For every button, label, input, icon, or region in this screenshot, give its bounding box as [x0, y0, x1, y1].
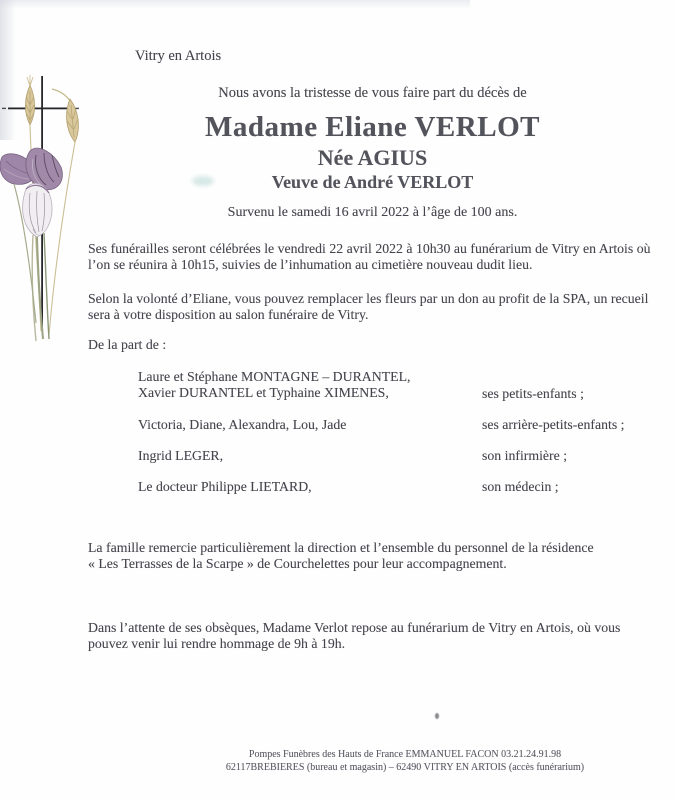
thanks-paragraph: [88, 540, 656, 571]
intro-line: Nous avons la tristesse de vous faire part du décès de: [218, 85, 527, 101]
deceased-name: Madame Eliane VERLOT: [205, 111, 540, 143]
scan-speck: [435, 713, 439, 719]
scan-shadow-top: [0, 0, 470, 9]
funeral-paragraph-line2: l’on se réunira à 10h15, suivies de l’inhumation au cimetière nouveau dudit lieu.: [88, 256, 533, 272]
funeral-paragraph: [88, 241, 656, 272]
footer-line1: Pompes Funèbres des Hauts de France EMMANUEL FACON 03.21.24.91.98: [248, 749, 562, 760]
funeral-paragraph-line1: Ses funérailles seront célébrées le vendredi 22 avril 2022 à 10h30 au funérarium de Vitry en Artois où: [88, 241, 651, 256]
footer-line2: 62117BREBIERES (bureau et magasin) – 62490 VITRY EN ARTOIS (accès funérarium): [225, 762, 585, 773]
repose-paragraph-line1: Dans l’attente de ses obsèques, Madame Verlot repose au funérarium de Vitry en Artois, où vous: [88, 620, 621, 635]
widow-line: Veuve de André VERLOT: [271, 172, 474, 192]
repose-paragraph-line2: pouvez venir lui rendre hommage de 9h à 19h.: [88, 635, 346, 651]
donation-paragraph-line2: sera à votre disposition au salon funéraire de Vitry.: [88, 306, 369, 322]
thanks-paragraph-line2: « Les Terrasses de la Scarpe » de Courchelettes pour leur accompagnement.: [88, 555, 507, 571]
death-date-line: Survenu le samedi 16 avril 2022 à l’âge de 100 ans.: [227, 205, 518, 220]
family-relation-3: son infirmière ;: [482, 448, 568, 463]
family-names-3: Ingrid LEGER,: [138, 448, 224, 463]
family-relation-4: son médecin ;: [482, 479, 559, 494]
donation-paragraph-line1: Selon la volonté d’Eliane, vous pouvez remplacer les fleurs par un don au profit de la SPA, un recueil: [88, 291, 649, 306]
city-line: Vitry en Artois: [135, 48, 222, 64]
family-relation-2: ses arrière-petits-enfants ;: [482, 417, 625, 432]
maiden-name: Née AGIUS: [317, 145, 428, 170]
calla-lily-white-icon: [23, 183, 52, 237]
donation-paragraph: [88, 291, 656, 322]
family-names-2: Victoria, Diane, Alexandra, Lou, Jade: [138, 417, 347, 432]
family-name-line: Xavier DURANTEL et Typhaine XIMENES,: [138, 385, 389, 400]
calla-lily-purple-center-icon: [26, 148, 62, 190]
family-names-1: [138, 369, 410, 401]
from-label: De la part de :: [88, 337, 167, 352]
family-name-line: Laure et Stéphane MONTAGNE – DURANTEL,: [138, 369, 411, 384]
family-relation-1: ses petits-enfants ;: [482, 386, 584, 401]
family-names-4: Le docteur Philippe LIETARD,: [138, 479, 312, 494]
funeral-home-footer: [140, 748, 670, 774]
thanks-paragraph-line1: La famille remercie particulièrement la direction et l’ensemble du personnel de la résidence: [88, 540, 594, 555]
repose-paragraph: [88, 620, 656, 651]
